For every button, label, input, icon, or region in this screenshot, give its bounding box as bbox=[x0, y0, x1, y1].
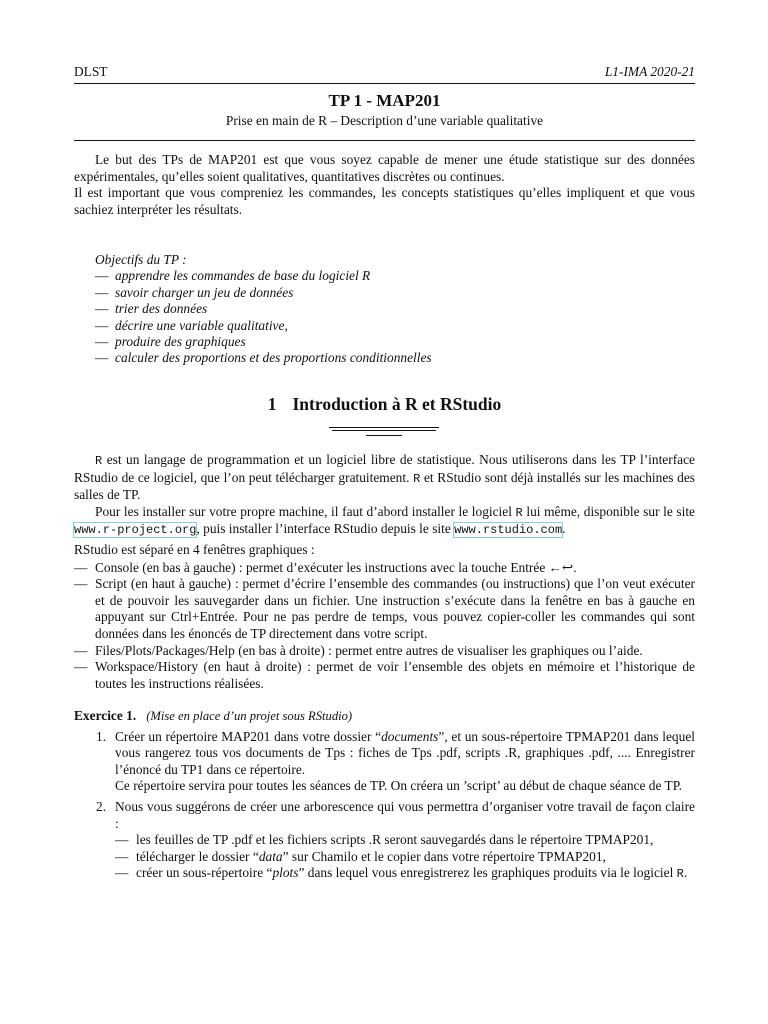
r-project-link[interactable]: www.r-project.org bbox=[74, 523, 197, 538]
paragraph-text: Pour les installer sur votre propre machine, il faut d’abord installer le logiciel bbox=[95, 503, 516, 519]
page-header bbox=[74, 64, 695, 82]
objective-item bbox=[95, 334, 655, 350]
rstudio-link[interactable]: www.rstudio.com bbox=[454, 523, 563, 538]
sub-item-text: les feuilles de TP .pdf et les fichiers scripts .R seront sauvegardés dans le répertoire TPMAP201, bbox=[136, 832, 654, 848]
objective-text: trier des données bbox=[115, 301, 208, 317]
objective-item bbox=[95, 350, 655, 366]
step-text: Nous vous suggérons de créer une arborescence qui vous permettra d’organiser votre travail de façon claire : bbox=[115, 798, 695, 831]
paragraph-text: et RStudio sont déjà installés sur les machines des salles de TP. bbox=[74, 469, 695, 503]
objective-text: apprendre les commandes de base du logiciel R bbox=[115, 268, 371, 284]
header-rule bbox=[74, 83, 695, 84]
code-r: R bbox=[676, 867, 684, 882]
window-text: Script (en haut à gauche) : permet d’écrire l’ensemble des commandes (ou instructions) que l’on veut exécuter et de pouvoir les sauvegarder dans un fichier. Une instruction s’exécute dans la fenêtre en bas à gauche en appuyant sur Ctrl+Entrée. Pour ne pas perdre de temps, vous pouvez copier-coller les commandes qui sont données dans les énoncés de TP directement dans votre script. bbox=[95, 576, 695, 641]
step-number: 1. bbox=[96, 728, 107, 744]
header-left: DLST bbox=[74, 64, 108, 79]
objective-text: calculer des proportions et des proportions conditionnelles bbox=[115, 350, 432, 366]
dash-bullet: — bbox=[115, 832, 129, 848]
objective-item bbox=[95, 268, 655, 284]
exercise-step bbox=[74, 799, 695, 883]
sub-item-text: ” dans lequel vous enregistrerez les graphiques produits via le logiciel bbox=[298, 865, 677, 881]
objective-text: produire des graphiques bbox=[115, 333, 246, 349]
exercise-heading bbox=[74, 708, 695, 725]
window-text: Console (en bas à gauche) : permet d’exécuter les instructions avec la touche Entrée ←↩. bbox=[95, 559, 577, 575]
window-item bbox=[74, 659, 695, 692]
paragraph-text: lui même, disponible sur le site bbox=[522, 503, 695, 519]
dash-bullet: — bbox=[115, 848, 129, 864]
paragraph-text: . bbox=[562, 521, 566, 537]
objective-text: décrire une variable qualitative, bbox=[115, 317, 288, 333]
header-right: L1-IMA 2020-21 bbox=[604, 64, 695, 79]
section-ornament-line bbox=[332, 430, 436, 431]
dash-bullet: — bbox=[95, 333, 109, 349]
sub-item bbox=[115, 832, 695, 849]
objective-item bbox=[95, 301, 655, 317]
title-rule bbox=[74, 140, 695, 141]
exercise-step bbox=[74, 729, 695, 795]
step-number: 2. bbox=[96, 798, 107, 814]
r-description-paragraph bbox=[74, 452, 695, 504]
window-item bbox=[74, 576, 695, 642]
dash-bullet: — bbox=[74, 576, 88, 592]
window-item bbox=[74, 643, 695, 660]
dash-bullet: — bbox=[95, 317, 109, 333]
objective-item bbox=[95, 318, 655, 334]
section-title-text: Introduction à R et RStudio bbox=[292, 394, 502, 414]
step-text bbox=[115, 729, 695, 779]
sub-item-text: ” sur Chamilo et le copier dans votre répertoire TPMAP201, bbox=[282, 848, 606, 864]
dash-bullet: — bbox=[74, 659, 88, 675]
paragraph-text: est un langage de programmation et un logiciel libre de statistique. Nous utiliserons dans les TP l’interface RStudio de ce logiciel, que l’on peut télécharger gratuitement. bbox=[74, 452, 695, 485]
section-number: 1 bbox=[267, 394, 277, 414]
sub-item bbox=[115, 865, 695, 883]
section-ornament-line bbox=[366, 435, 402, 436]
sub-item-text: . bbox=[683, 865, 688, 881]
window-text: Workspace/History (en haut à droite) : permet de voir l’ensemble des objets en mémoire et l’historique de toutes les instructions réalisées. bbox=[95, 659, 695, 691]
code-r: R bbox=[413, 471, 421, 486]
section-heading bbox=[74, 396, 695, 413]
objectives-heading: Objectifs du TP : bbox=[95, 252, 187, 267]
page-subtitle: Prise en main de R – Description d’une variable qualitative bbox=[225, 113, 544, 128]
install-paragraph bbox=[74, 504, 695, 539]
rstudio-windows bbox=[74, 542, 695, 692]
dash-bullet: — bbox=[95, 301, 109, 317]
exercise-1 bbox=[74, 708, 695, 883]
window-text: Files/Plots/Packages/Help (en bas à droite) : permet entre autres de visualiser les graphiques ou l’aide. bbox=[95, 642, 643, 658]
windows-lead: RStudio est séparé en 4 fenêtres graphiques : bbox=[74, 542, 315, 557]
paragraph-text: Créer un répertoire MAP201 dans votre dossier “ bbox=[115, 728, 382, 744]
plots-folder-name: plots bbox=[272, 865, 299, 881]
dash-bullet: — bbox=[74, 642, 88, 658]
intro bbox=[74, 152, 695, 218]
dash-bullet: — bbox=[95, 268, 109, 284]
code-r: R bbox=[95, 454, 103, 468]
objectives-list bbox=[95, 252, 655, 367]
code-r: R bbox=[515, 505, 523, 520]
step-text: Ce répertoire servira pour toutes les séances de TP. On créera un ’script’ au début de chaque séance de TP. bbox=[115, 778, 683, 794]
exercise-subtitle: (Mise en place d’un projet sous RStudio) bbox=[146, 709, 353, 723]
documents-folder-name: documents bbox=[381, 728, 439, 744]
section-ornament-line bbox=[329, 427, 439, 428]
sub-item-text: télécharger le dossier “ bbox=[136, 848, 259, 864]
paragraph-text: ”, et un sous-répertoire TPMAP201 dans lequel vous rangerez tous vos documents de Tps : fiches de Tps .pdf, scripts .R, graphiques .pdf, .... Enregistrer l’énoncé du TP1 dans ce répertoire. bbox=[115, 728, 695, 777]
dash-bullet: — bbox=[74, 559, 88, 575]
intro-paragraph-2: Il est important que vous compreniez les commandes, les concepts statistiques qu’elles impliquent et que vous sachiez interpréter les résultats. bbox=[74, 185, 695, 217]
page-title: TP 1 - MAP201 bbox=[328, 91, 441, 110]
sub-item-text: créer un sous-répertoire “ bbox=[136, 865, 273, 881]
data-folder-name: data bbox=[258, 848, 283, 864]
dash-bullet: — bbox=[115, 865, 129, 881]
sub-item bbox=[115, 849, 695, 866]
intro-r-body bbox=[74, 452, 695, 539]
exercise-label: Exercice 1. bbox=[74, 708, 137, 723]
objective-item bbox=[95, 285, 655, 301]
dash-bullet: — bbox=[95, 350, 109, 366]
paragraph-text: , puis installer l’interface RStudio depuis le site bbox=[196, 521, 455, 537]
dash-bullet: — bbox=[95, 284, 109, 300]
objective-text: savoir charger un jeu de données bbox=[115, 284, 294, 300]
window-item bbox=[74, 560, 695, 577]
intro-paragraph-1: Le but des TPs de MAP201 est que vous soyez capable de mener une étude statistique sur des données expérimentales, qu’elles soient qualitatives, quantitatives discrètes ou continues. bbox=[74, 152, 695, 184]
